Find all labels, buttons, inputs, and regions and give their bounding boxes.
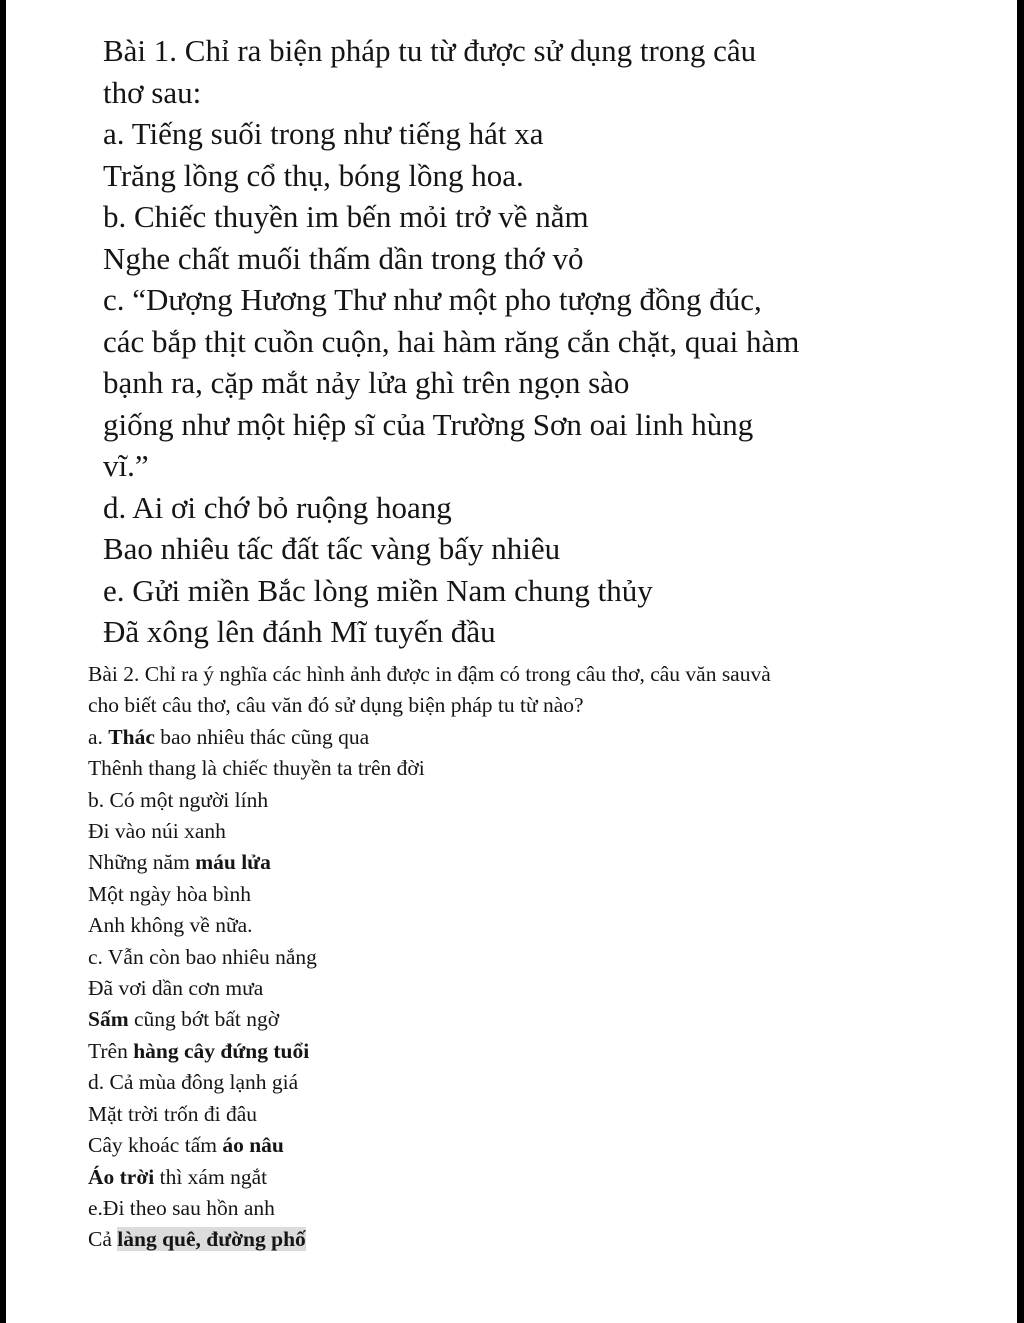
poem-d-line-3-prefix: Cây khoác tấm: [88, 1133, 223, 1158]
poem-a-rest: bao nhiêu thác cũng qua: [154, 724, 370, 749]
poem-e-line-1: e.Đi theo sau hồn anh: [88, 1195, 275, 1220]
passage-c-line-1: c. “Dượng Hương Thư như một pho tượng đồng đúc,: [103, 282, 762, 317]
poem-b-line-1: b. Có một người lính: [88, 787, 269, 812]
poem-b-line-3-prefix: Những năm: [88, 850, 196, 875]
poem-b-line-4: Một ngày hòa bình: [88, 881, 252, 906]
poem-d-bold-phrase-2: Áo trời: [88, 1164, 155, 1189]
poem-a-bold-word: Thác: [108, 724, 155, 749]
verse-a-line-1: a. Tiếng suối trong như tiếng hát xa: [103, 116, 544, 151]
poem-c-line-3: [88, 1004, 988, 1035]
poem-d-line-2: Mặt trời trốn đi đâu: [88, 1101, 258, 1126]
exercise-1: [103, 30, 903, 653]
poem-d-bold-phrase: áo nâu: [222, 1133, 284, 1158]
verse-d-line-2: Bao nhiêu tấc đất tấc vàng bấy nhiêu: [103, 531, 561, 566]
verse-b-line-1: b. Chiếc thuyền im bến mỏi trở về nằm: [103, 199, 589, 234]
poem-d-line-1: d. Cả mùa đông lạnh giá: [88, 1070, 299, 1095]
poem-c-line-4-prefix: Trên: [88, 1038, 134, 1063]
exercise-2: [88, 659, 988, 1256]
poem-e-highlighted-phrase: làng quê, đường phố: [117, 1227, 306, 1252]
poem-d-line-3: [88, 1130, 988, 1161]
poem-e-line-2: [88, 1224, 988, 1255]
exercise-1-title: Bài 1. Chỉ ra biện pháp tu từ được sử dụng trong câu: [103, 33, 757, 68]
poem-c-bold-phrase: hàng cây đứng tuổi: [133, 1038, 310, 1063]
verse-a-line-2: Trăng lồng cổ thụ, bóng lồng hoa.: [103, 157, 524, 193]
poem-b-line-5: Anh không về nữa.: [88, 913, 253, 938]
passage-c-line-4: giống như một hiệp sĩ của Trường Sơn oai linh hùng: [103, 406, 754, 442]
poem-b-line-3: [88, 847, 988, 878]
poem-e-line-2-prefix: Cả: [88, 1227, 118, 1252]
poem-d-line-4: [88, 1162, 988, 1193]
poem-d-line-4-rest: thì xám ngắt: [154, 1164, 268, 1189]
poem-b-line-2: Đi vào núi xanh: [88, 819, 226, 844]
exercise-2-title: Bài 2. Chỉ ra ý nghĩa các hình ảnh được in đậm có trong câu thơ, câu văn sauvà: [88, 662, 771, 686]
passage-c-line-2: các bắp thịt cuồn cuộn, hai hàm răng cắn chặt, quai hàm: [103, 323, 800, 359]
poem-a-label: a.: [88, 724, 109, 749]
document-page: [6, 0, 1017, 1323]
poem-c-bold-word: Sấm: [88, 1007, 129, 1032]
poem-c-line-3-rest: cũng bớt bất ngờ: [128, 1007, 280, 1032]
verse-b-line-2: Nghe chất muối thấm dần trong thớ vỏ: [103, 240, 584, 276]
poem-c-line-4: [88, 1036, 988, 1067]
verse-e-line-1: e. Gửi miền Bắc lòng miền Nam chung thủy: [103, 572, 653, 608]
poem-b-bold-word: máu lửa: [195, 850, 271, 875]
poem-c-line-1: c. Vẫn còn bao nhiêu nắng: [88, 944, 317, 969]
passage-c-line-3: bạnh ra, cặp mắt nảy lửa ghì trên ngọn sào: [103, 365, 630, 400]
verse-e-line-2: Đã xông lên đánh Mĩ tuyến đầu: [103, 614, 496, 649]
poem-a-line-1: [88, 722, 988, 753]
poem-a-line-2: Thênh thang là chiếc thuyền ta trên đời: [88, 756, 425, 781]
poem-c-line-2: Đã vơi dần cơn mưa: [88, 976, 264, 1001]
exercise-1-title-cont: thơ sau:: [103, 74, 202, 110]
verse-d-line-1: d. Ai ơi chớ bỏ ruộng hoang: [103, 489, 452, 525]
right-dark-border: [1017, 0, 1024, 1323]
exercise-2-title-cont: cho biết câu thơ, câu văn đó sử dụng biện pháp tu từ nào?: [88, 693, 584, 718]
passage-c-line-5: vĩ.”: [103, 448, 149, 483]
